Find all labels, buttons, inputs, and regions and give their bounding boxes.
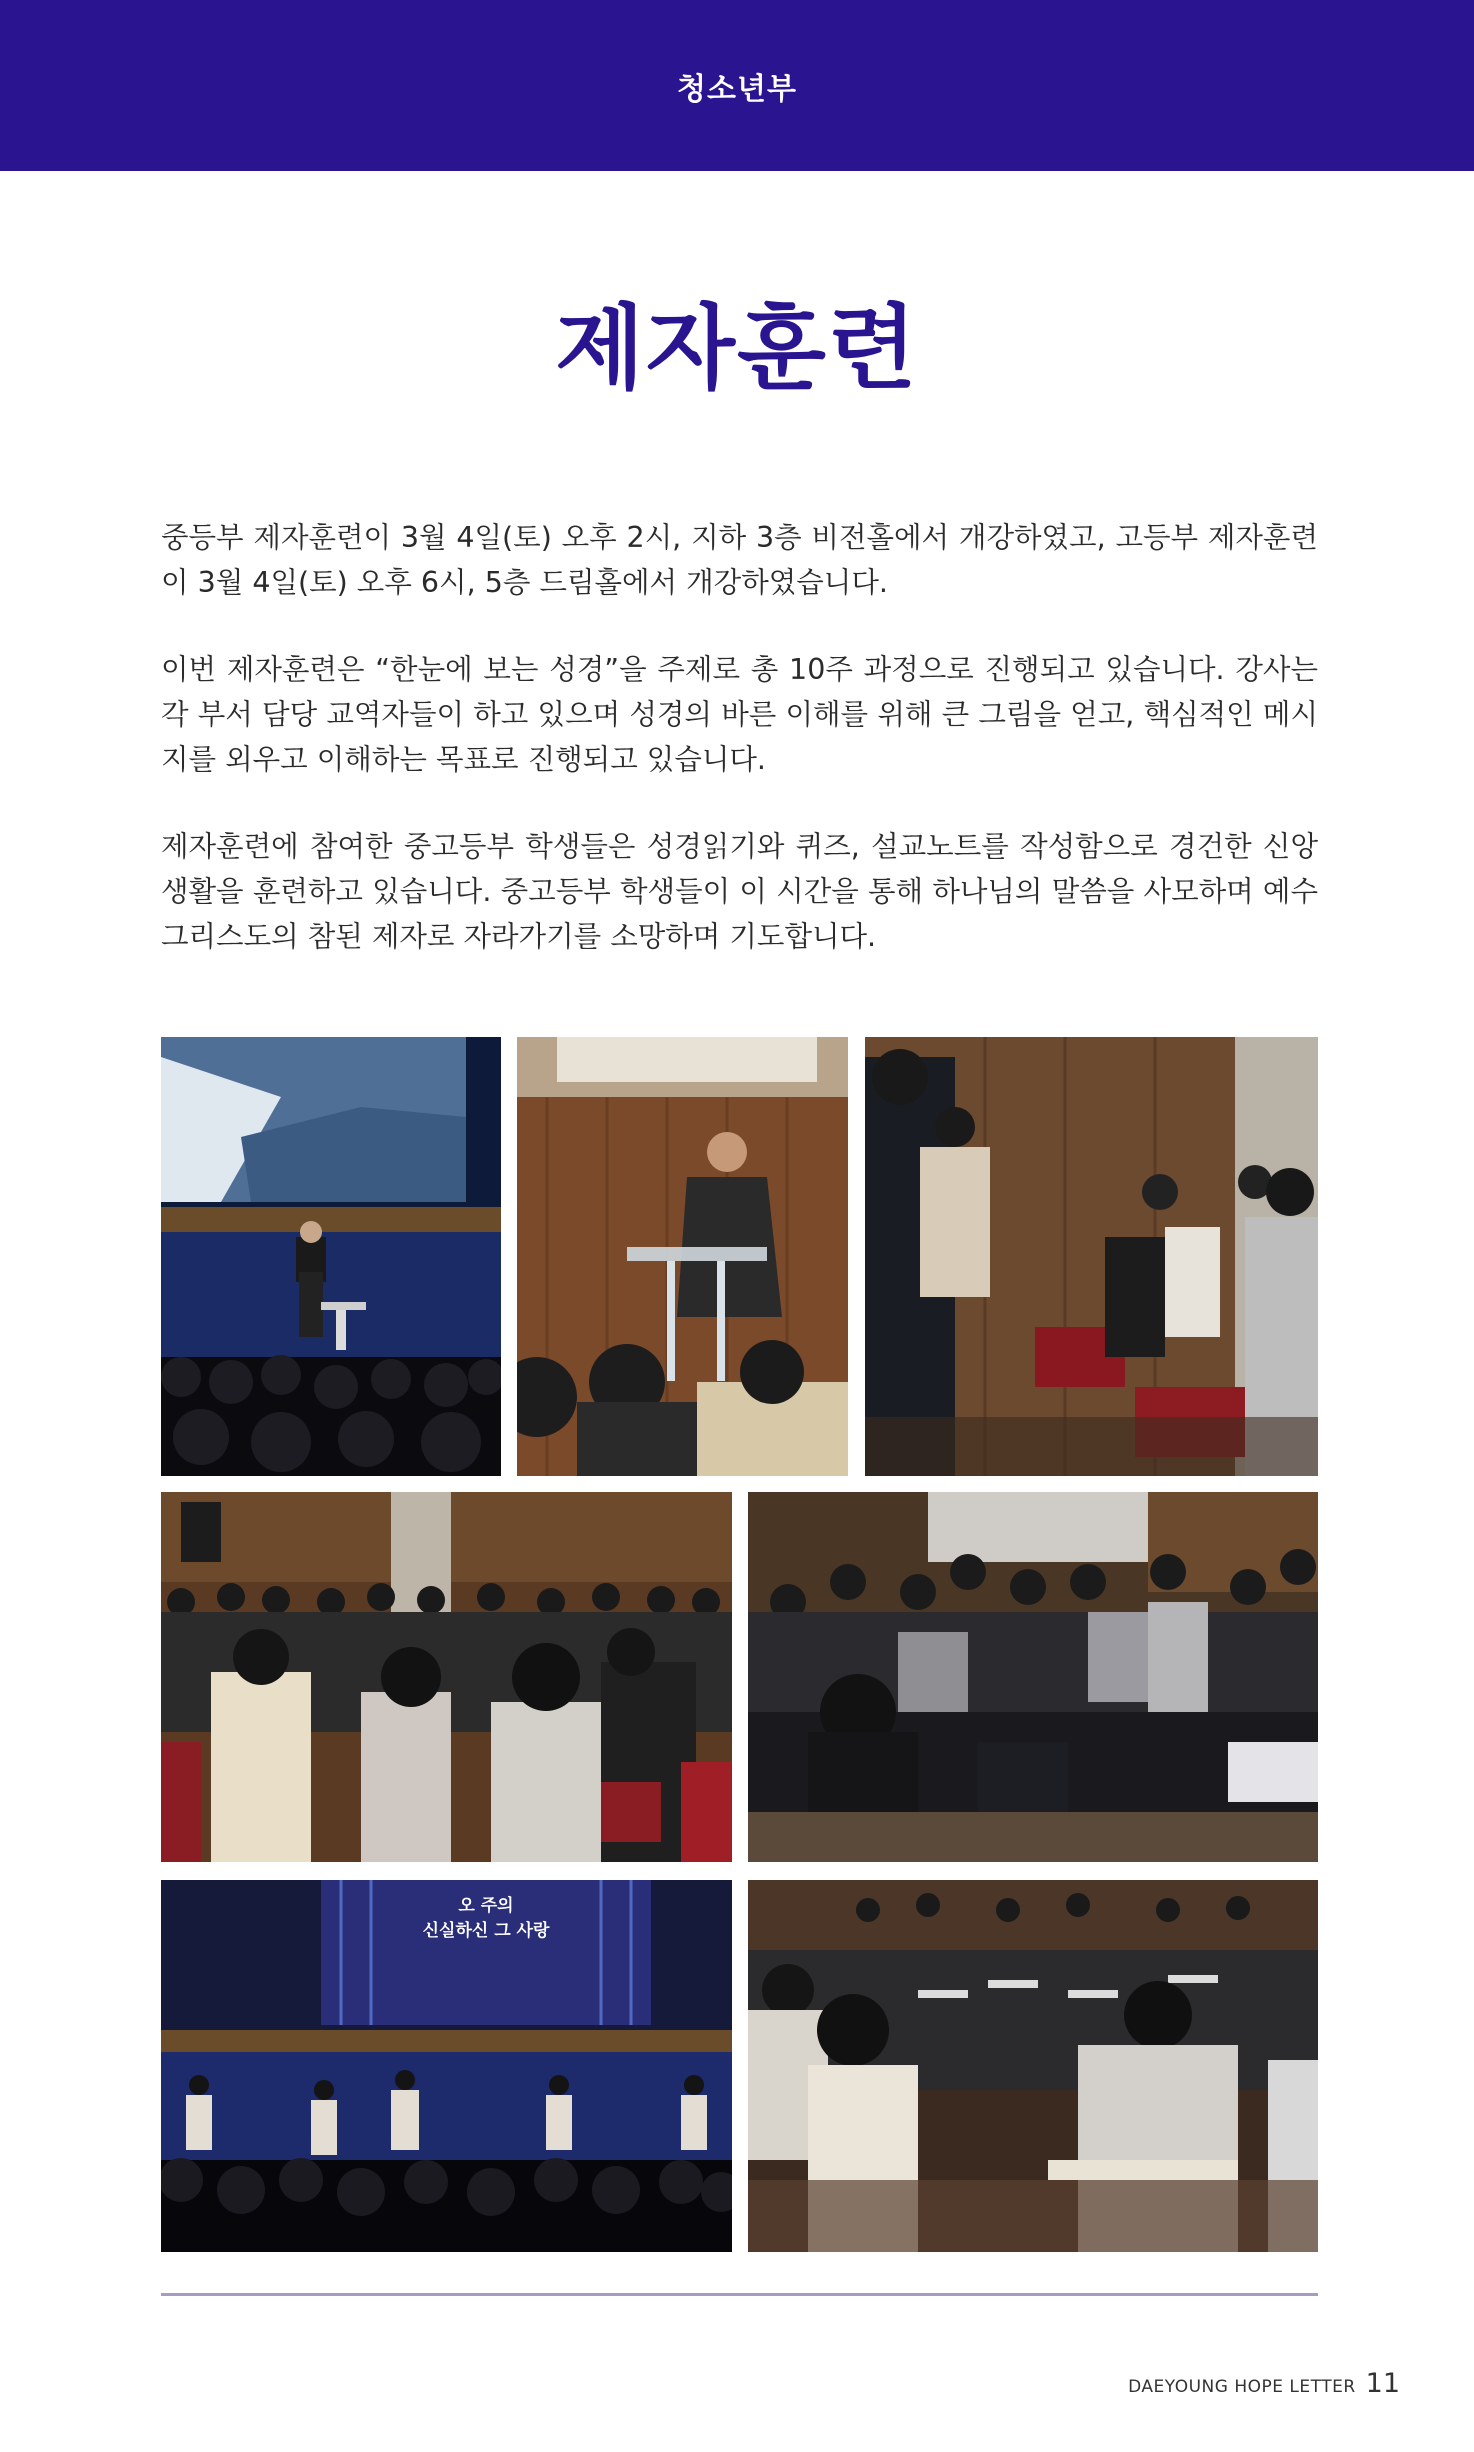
paragraph: 중등부 제자훈련이 3월 4일(토) 오후 2시, 지하 3층 비전홀에서 개강하였고, 고등부 제자훈련이 3월 4일(토) 오후 6시, 5층 드림홀에서 개강하였습니다. bbox=[161, 521, 1318, 599]
article-body bbox=[161, 515, 1318, 1001]
photo-stage-speaker bbox=[161, 1037, 501, 1476]
page-number: 11 bbox=[1365, 2368, 1400, 2399]
paragraph: 이번 제자훈련은 “한눈에 보는 성경”을 주제로 총 10주 과정으로 진행되고 있습니다. 강사는 각 부서 담당 교역자들이 하고 있으며 성경의 바른 이해를 위해 큰 그림을 얻고, 핵심적인 메시지를 외우고 이해하는 목표로 진행되고 있습니다. bbox=[161, 653, 1318, 776]
lyric-line-2: 신실하신 그 사랑 bbox=[422, 1921, 550, 1941]
lyric-screen-text bbox=[321, 1894, 651, 1944]
paragraph: 제자훈련에 참여한 중고등부 학생들은 성경읽기와 퀴즈, 설교노트를 작성함으로 경건한 신앙생활을 훈련하고 있습니다. 중고등부 학생들이 이 시간을 통해 하나님의 말씀을 사모하며 예수 그리스도의 참된 제자로 자라가기를 소망하며 기도합니다. bbox=[161, 830, 1318, 953]
photo-students-prayer bbox=[161, 1492, 732, 1862]
section-label: 청소년부 bbox=[677, 71, 797, 107]
photo-praise-team bbox=[161, 1880, 732, 2252]
photo-podium-speaker bbox=[517, 1037, 848, 1476]
photo-students-chairs bbox=[748, 1880, 1318, 2252]
page-title: 제자훈련 bbox=[555, 295, 919, 402]
photo-students-gestures bbox=[865, 1037, 1318, 1476]
footer-divider bbox=[161, 2293, 1318, 2296]
page-footer bbox=[1128, 2368, 1400, 2399]
newsletter-name: DAEYOUNG HOPE LETTER bbox=[1128, 2377, 1356, 2397]
photo-students-reading bbox=[748, 1492, 1318, 1862]
section-header-bar bbox=[0, 0, 1474, 171]
lyric-line-1: 오 주의 bbox=[458, 1896, 514, 1916]
